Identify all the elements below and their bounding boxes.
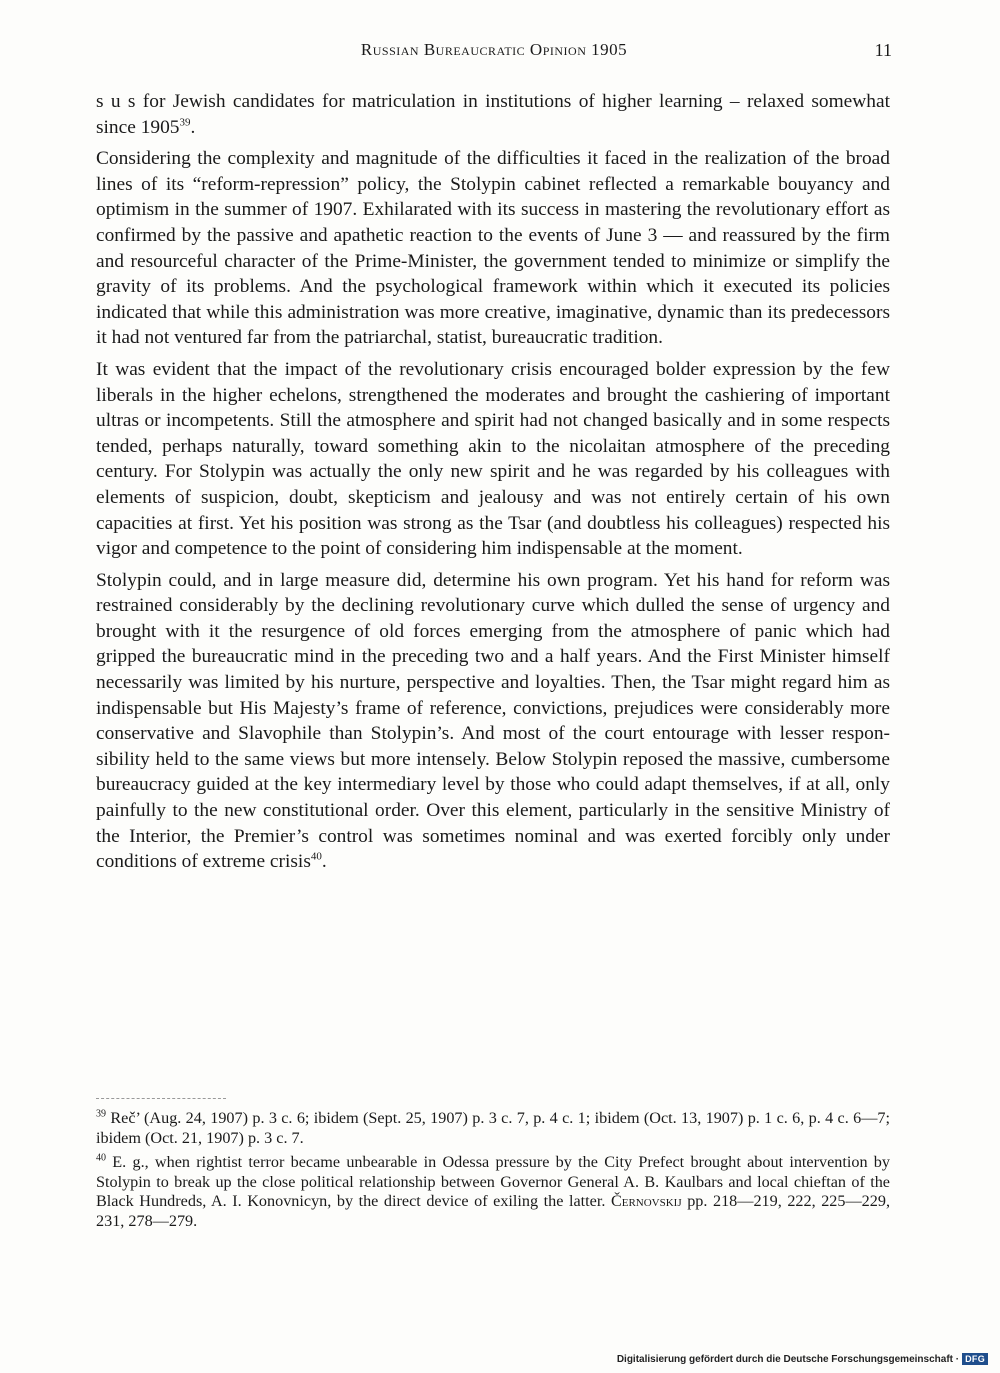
paragraph-2: It was evident that the impact of the revolutionary crisis encouraged bolder expression by the few liberals in the higher echelons, strengthened the moderates and brought the cashiering of important ultras or incompetents. Still the atmosphere and spirit had not changed basically and in some respects tended, perhaps naturally, toward something akin to the nicolaitan atmosphere of the preceding century. For Stolypin was actually the only new spirit and he was regarded by his colleagues with elements of suspicion, doubt, skepticism and jealousy and was not entirely certain of his own capacities at first. Yet his position was strong as the Tsar (and doubtless his colleagues) respected his vigor and competence to the point of considering him indispensable at the moment.	[96, 358, 890, 560]
running-title: Russian Bureaucratic Opinion 1905	[360, 40, 628, 59]
paragraph-end: .	[190, 116, 196, 138]
footnote-text: Reč’ (Aug. 24, 1907) p. 3 c. 6; ibidem (Sept. 25, 1907) p. 3 c. 7, p. 4 c. 1; ibidem (Oct. 13, 1907) p. 1 c. 6, p. 4 c. 6—7; ibidem (Oct. 21, 1907) p. 3 c. 7.	[96, 1109, 890, 1147]
footnote-mark: 39	[96, 1108, 106, 1120]
footnote-mark: 40	[96, 1152, 106, 1164]
paragraph-3	[96, 568, 890, 875]
footnote-39	[96, 1109, 890, 1148]
paragraph-text: s u s for Jewish candidates for matriculation in institutions of higher learning – relaxed somewhat since 1905	[96, 91, 890, 138]
footnote-divider	[96, 1098, 226, 1099]
body-text	[96, 89, 890, 881]
dfg-logo: DFG	[962, 1353, 988, 1365]
paragraph-end: .	[321, 851, 327, 873]
paragraph-1: Considering the complexity and magnitude of the difficulties it faced in the realization of the broad lines of its “reform-repression” policy, the Stolypin cabinet reflected a remarkable bouyancy and optimism in the summer of 1907. Exhilarated with its success in mastering the revolutionary effort as confirmed by the passive and apathetic reaction to the events of June 3 — and reassured by the firm and resourceful character of the Prime-Minister, the government tended to minimize or simplify the gravity of its problems. And the psychological framework within which it executed its policies indicated that while this administration was more creative, imaginative, dynamic than its predecessors it had not ventured far from the patriarchal, statist, bureaucratic tradition.	[96, 148, 890, 349]
footnote-40	[96, 1153, 890, 1231]
page-number: 11	[874, 40, 892, 60]
footnote-ref-40: 40	[310, 850, 322, 863]
credit-text: Digitalisierung gefördert durch die Deutsche Forschungsgemeinschaft ·	[616, 1353, 960, 1365]
paragraph-text: Stolypin could, and in large measure did, determine his own program. Yet his hand for reform was restrained considerably by the declining revolutionary curve which dulled the sense of urgency and brought with it the resurgence of old forces emerging from the atmosphere of panic which had gripped the bureaucratic mind in the preceding two and a half years. And the First Minister himself necessarily was limited by his nurture, perspective and loyalties. Then, the Tsar might regard him as indispensable but His Majesty’s frame of reference, convictions, prejudices were considerably more conservative and Slavophile than Stolypin’s. And most of the court entourage with lesser responsibility held to the same views but more intensely. Below Stolypin reposed the massive, cumbersome bureaucracy guided at the key intermediary level by those who could adapt themselves, if at all, only painfully to the new constitutional order. Over this element, particularly in the sensitive Ministry of the Interior, the Premier’s control was sometimes nominal and was exerted forcibly only under conditions of extreme crisis	[96, 569, 890, 873]
footnote-text-end: pp. 218—219, 222, 225—229, 231, 278—279.	[96, 1192, 890, 1230]
footnote-text: E. g., when rightist terror became unbearable in Odessa pressure by the City Prefect brought about intervention by Stolypin to break up the close political relationship between Governor General A. B. Kaulbars and local chieftan of the Black Hundreds, A. I. Konovnicyn, by the direct device of exiling the latter.	[96, 1153, 890, 1211]
footnote-ref-39: 39	[179, 116, 191, 129]
running-head	[96, 40, 892, 64]
footnote-author: Černovskij	[610, 1192, 682, 1211]
digitization-credit	[617, 1353, 988, 1365]
paragraph-continued	[96, 89, 890, 140]
footnotes	[96, 1109, 890, 1237]
